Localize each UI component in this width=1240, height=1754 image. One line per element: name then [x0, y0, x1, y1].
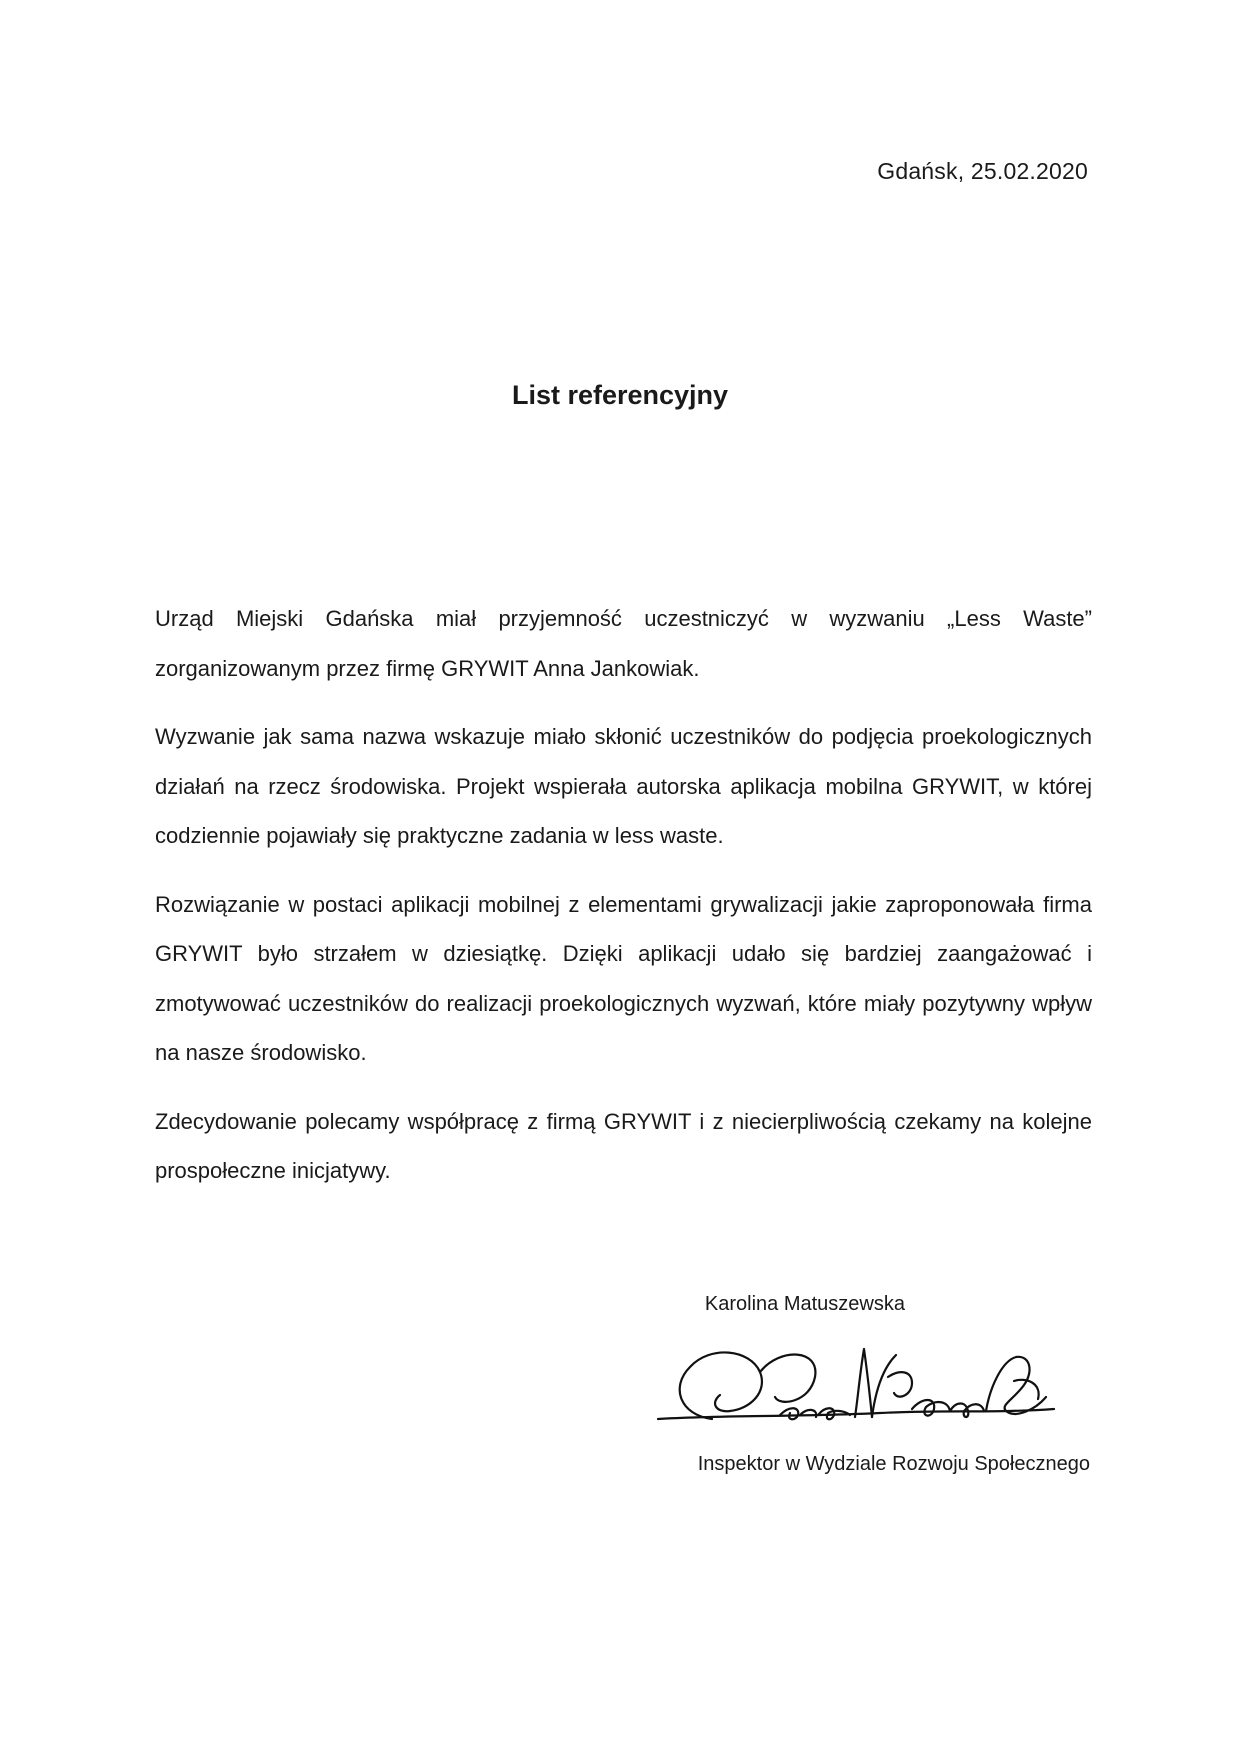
- letter-title: List referencyjny: [511, 380, 729, 410]
- letter-body: [155, 594, 1092, 1196]
- paragraph-challenge: Wyzwanie jak sama nazwa wskazuje miało skłonić uczestników do podjęcia proekologicznych działań na rzecz środowiska. Projekt wspierała autorska aplikacja mobilna GRYWIT, w której codziennie pojawiały się praktyczne zadania w less waste.: [155, 724, 1092, 848]
- handwritten-signature: [650, 1327, 1070, 1447]
- paragraph-solution: Rozwiązanie w postaci aplikacji mobilnej z elementami grywalizacji jakie zaproponowała firma GRYWIT było strzałem w dziesiątkę. Dzięki aplikacji udało się bardziej zaangażować i zmotywować uczestników do realizacji proekologicznych wyzwań, które miały pozytywny wpływ na nasze środowisko.: [155, 891, 1092, 1065]
- signature-block: [650, 1293, 1090, 1483]
- paragraph-recommendation: Zdecydowanie polecamy współpracę z firmą GRYWIT i z niecierpliwością czekamy na kolejne prospołeczne inicjatywy.: [155, 1108, 1092, 1183]
- signer-name: Karolina Matuszewska: [704, 1293, 905, 1315]
- signer-position: Inspektor w Wydziale Rozwoju Społecznego: [697, 1453, 1090, 1475]
- paragraph-intro: Urząd Miejski Gdańska miał przyjemność uczestniczyć w wyzwaniu „Less Waste” zorganizowanym przez firmę GRYWIT Anna Jankowiak.: [155, 606, 1092, 681]
- place-date: Gdańsk, 25.02.2020: [877, 158, 1088, 184]
